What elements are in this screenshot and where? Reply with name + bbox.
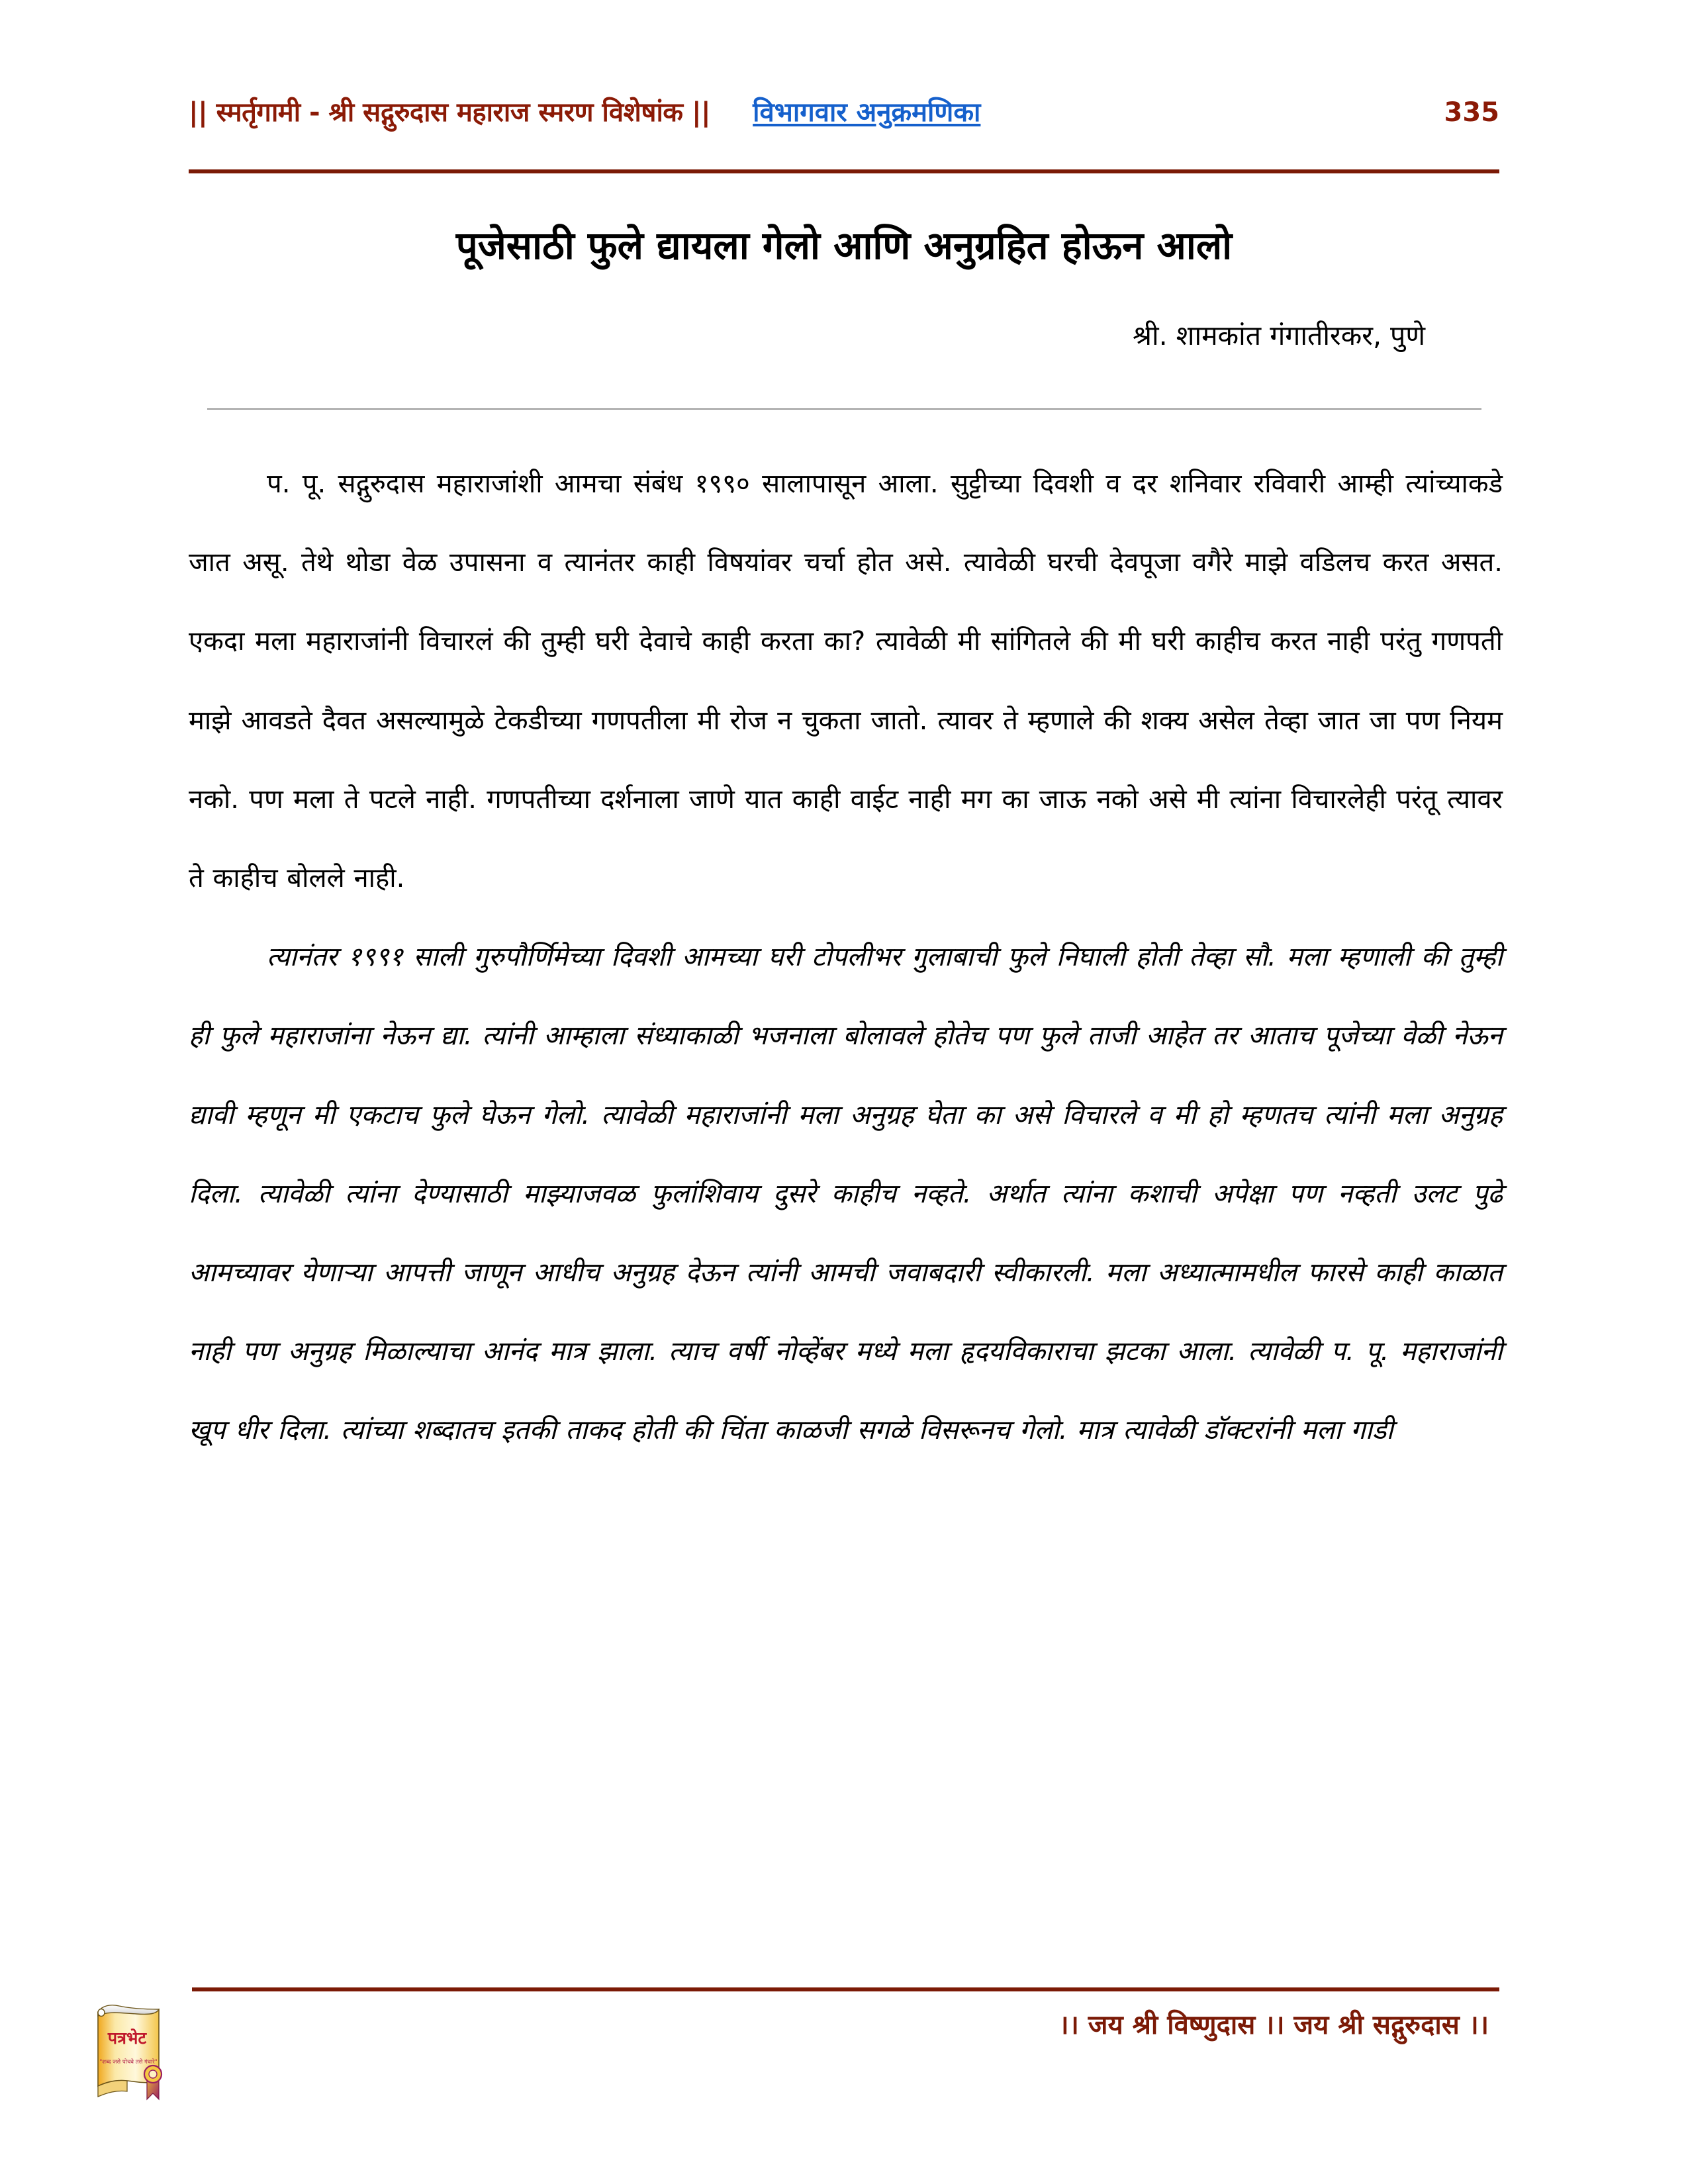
author-divider-rule <box>207 408 1481 410</box>
footer-divider-rule <box>192 1987 1499 1991</box>
article-title: पूजेसाठी फुले द्यायला गेलो आणि अनुग्रहित होऊन आलो <box>455 222 1233 268</box>
article-paragraph-1: प. पू. सद्गुरुदास महाराजांशी आमचा संबंध १९९० सालापासून आला. सुट्टीच्या दिवशी व दर शनिवार रविवारी आम्ही त्यांच्याकडे जात असू. तेथे थोडा वेळ उपासना व त्यानंतर काही विषयांवर चर्चा होत असे. त्यावेळी घरची देवपूजा वगैरे माझे वडिलच करत असत. एकदा मला महाराजांनी विचारलं की तुम्ही घरी देवाचे काही करता का? त्यावेळी मी सांगितले की मी घरी काहीच करत नाही परंतु गणपती माझे आवडते दैवत असल्यामुळे टेकडीच्या गणपतीला मी रोज न चुकता जातो. त्यावर ते म्हणाले की शक्य असेल तेव्हा जात जा पण नियम नको. पण मला ते पटले नाही. गणपतीच्या दर्शनाला जाणे यात काही वाईट नाही मग का जाऊ नको असे मी त्यांना विचारलेही परंतू त्यावर ते काहीच बोलले नाही. <box>189 469 1503 893</box>
page-header <box>189 93 1499 129</box>
header-divider-rule <box>189 169 1499 173</box>
header-page-number: 335 <box>1444 97 1499 128</box>
article-author: श्री. शामकांत गंगातीरकर, पुणे <box>1132 320 1425 351</box>
article-paragraph-2: त्यानंतर १९९१ साली गुरुपौर्णिमेच्या दिवशी आमच्या घरी टोपलीभर गुलाबाची फुले निघाली होती तेव्हा सौ. मला म्हणाली की तुम्ही ही फुले महाराजांना नेऊन द्या. त्यांनी आम्हाला संध्याकाळी भजनाला बोलावले होतेच पण फुले ताजी आहेत तर आताच पूजेच्या वेळी नेऊन द्यावी म्हणून मी एकटाच फुले घेऊन गेलो. त्यावेळी महाराजांनी मला अनुग्रह घेता का असे विचारले व मी हो म्हणतच त्यांनी मला अनुग्रह दिला. त्यावेळी त्यांना देण्यासाठी माझ्याजवळ फुलांशिवाय दुसरे काहीच नव्हते. अर्थात त्यांना कशाची अपेक्षा पण नव्हती उलट पुढे आमच्यावर येणाऱ्या आपत्ती जाणून आधीच अनुग्रह देऊन त्यांनी आमची जवाबदारी स्वीकारली. मला अध्यात्मामधील फारसे काही काळात नाही पण अनुग्रह मिळाल्याचा आनंद मात्र झाला. त्याच वर्षी नोव्हेंबर मध्ये मला हृदयविकाराचा झटका आला. त्यावेळी प. पू. महाराजांनी खूप धीर दिला. त्यांच्या शब्दातच इतकी ताकद होती की चिंता काळजी सगळे विसरूनच गेलो. मात्र त्यावेळी डॉक्टरांनी मला गाडी <box>189 942 1503 1446</box>
scroll-roll-end <box>98 2009 105 2017</box>
article-body <box>189 445 1503 1470</box>
footer-blessing-text: ।। जय श्री विष्णुदास ।। जय श्री सद्गुरुदास ।। <box>1058 2010 1489 2040</box>
ribbon-rosette-icon <box>144 2066 162 2099</box>
logo-title-text: पत्रभेट <box>107 2028 147 2048</box>
logo-tagline-text: "शब्द जसे पोचवे तसे गंधारे" <box>99 2059 158 2066</box>
header-banner-title: || स्मर्तृगामी - श्री सद्गुरुदास महाराज स्मरण विशेषांक || <box>189 97 711 128</box>
scroll-icon <box>78 1985 177 2105</box>
header-index-link[interactable]: विभागवार अनुक्रमणिका <box>753 97 981 128</box>
patrabhet-logo <box>78 1985 177 2105</box>
